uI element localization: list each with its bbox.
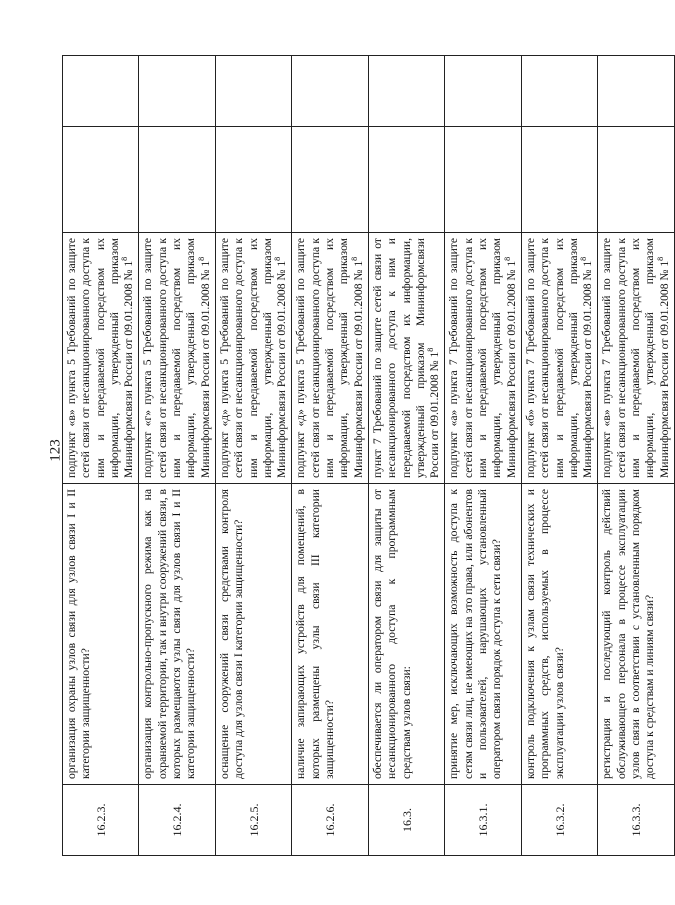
reference-text: подпункт «д» пункта 5 Требований по защите сетей связи от несанкционированного доступа к ним и передаваемой посредством их информации, утвержденный приказом Мининформсвязи России от 09.01.2008 № 1: [294, 238, 365, 478]
legal-reference: [598, 233, 674, 484]
legal-reference: [139, 233, 215, 484]
requirement-text: контроль подключения к узлам связи технических и программных средств, используемых в процессе эксплуатации узлов связи?: [521, 484, 597, 785]
table-row: [368, 56, 444, 856]
legal-reference: [445, 233, 521, 484]
requirement-text: регистрация и последующий контроль действий обслуживающего персонала в процессе эксплуатации узлов связи в соответствии с установленным порядком доступа к средствам и линиям связи?: [598, 484, 674, 785]
reference-text: подпункт «д» пункта 5 Требований по защите сетей связи от несанкционированного доступа к ним и передаваемой посредством их информации, утвержденный приказом Мининформсвязи России от 09.01.2008 № 1: [217, 238, 289, 478]
table-row: [521, 56, 597, 856]
requirement-text: организация контрольно-пропускного режима как на охраняемой территории, так и внутри сооружений связи, в которых размещаются узлы связи для узлов связи I и II категории защищенности?: [139, 484, 215, 785]
empty-cell-yes: [292, 127, 368, 233]
item-number: 16.3.1.: [445, 785, 521, 856]
footnote-mark: 8: [502, 256, 512, 261]
empty-cell-note: [215, 56, 291, 127]
empty-cell-note: [292, 56, 368, 127]
empty-cell-yes: [598, 127, 674, 233]
reference-text: пункт 7 Требований по защите сетей связи от несанкционированного доступа к ним и передаваемой посредством их информации, утвержденный приказом Мининформсвязи России от 09.01.2008 № 1: [370, 238, 442, 478]
empty-cell-yes: [215, 127, 291, 233]
footnote-mark: 8: [349, 256, 359, 261]
table-row: [292, 56, 368, 856]
requirement-text: принятие мер, исключающих возможность доступа к сетям связи лиц, не имеющих на это права, или абонентов и пользователей, нарушающих установленный оператором связи порядок доступа к сети связи?: [445, 484, 521, 785]
reference-text: подпункт «в» пункта 7 Требований по защите сетей связи от несанкционированного доступа к ним и передаваемой посредством их информации, утвержденный приказом Мининформсвязи России от 09.01.2008 № 1: [600, 238, 671, 478]
requirement-text: обеспечивается ли оператором связи для защиты от несанкционированного доступа к программным средствам узлов связи:: [368, 484, 444, 785]
table-row: [63, 56, 139, 856]
empty-cell-note: [63, 56, 139, 127]
empty-cell-yes: [139, 127, 215, 233]
reference-text: подпункт «в» пункта 5 Требований по защите сетей связи от несанкционированного доступа к ним и передаваемой посредством их информации, утвержденный приказом Мининформсвязи России от 09.01.2008 № 1: [65, 238, 136, 478]
reference-text: подпункт «б» пункта 7 Требований по защите сетей связи от несанкционированного доступа к ним и передаваемой посредством их информации, утвержденный приказом Мининформсвязи России от 09.01.2008 № 1: [523, 238, 595, 478]
empty-cell-yes: [368, 127, 444, 233]
legal-reference: [292, 233, 368, 484]
table-row: [139, 56, 215, 856]
legal-reference: [63, 233, 139, 484]
requirement-text: наличие запирающих устройств для помещений, в которых размещены узлы связи III категории защищенности?: [292, 484, 368, 785]
legal-reference: [521, 233, 597, 484]
empty-cell-yes: [63, 127, 139, 233]
reference-text: подпункт «г» пункта 5 Требований по защите сетей связи от несанкционированного доступа к ним и передаваемой посредством их информации, утвержденный приказом Мининформсвязи России от 09.01.2008 № 1: [141, 238, 212, 478]
table-row: [598, 56, 674, 856]
item-number: 16.3.: [368, 785, 444, 856]
empty-cell-note: [598, 56, 674, 127]
footnote-mark: 8: [579, 256, 589, 261]
reference-text: подпункт «а» пункта 7 Требований по защите сетей связи от несанкционированного доступа к ним и передаваемой посредством их информации, утвержденный приказом Мининформсвязи России от 09.01.2008 № 1: [447, 238, 518, 478]
requirements-table: [62, 55, 675, 856]
requirement-text: оснащение сооружений связи средствами контроля доступа для узлов связи I категории защищенности?: [215, 484, 291, 785]
footnote-mark: 8: [273, 256, 283, 261]
empty-cell-yes: [445, 127, 521, 233]
footnote-mark: 8: [655, 256, 665, 261]
item-number: 16.2.4.: [139, 785, 215, 856]
empty-cell-note: [368, 56, 444, 127]
table-row: [445, 56, 521, 856]
legal-reference: [215, 233, 291, 484]
item-number: 16.3.3.: [598, 785, 674, 856]
item-number: 16.3.2.: [521, 785, 597, 856]
legal-reference: [368, 233, 444, 484]
item-number: 16.2.5.: [215, 785, 291, 856]
requirements-sheet: [62, 55, 671, 856]
footnote-mark: 8: [426, 347, 436, 352]
requirement-text: организация охраны узлов связи для узлов связи I и II категории защищенности?: [63, 484, 139, 785]
footnote-mark: 8: [196, 256, 206, 261]
empty-cell-note: [445, 56, 521, 127]
empty-cell-note: [139, 56, 215, 127]
footnote-mark: 8: [120, 256, 130, 261]
item-number: 16.2.3.: [63, 785, 139, 856]
table-row: [215, 56, 291, 856]
empty-cell-note: [521, 56, 597, 127]
item-number: 16.2.6.: [292, 785, 368, 856]
rotated-table-wrapper: [62, 55, 671, 856]
empty-cell-yes: [521, 127, 597, 233]
page-number: 123: [47, 439, 64, 462]
